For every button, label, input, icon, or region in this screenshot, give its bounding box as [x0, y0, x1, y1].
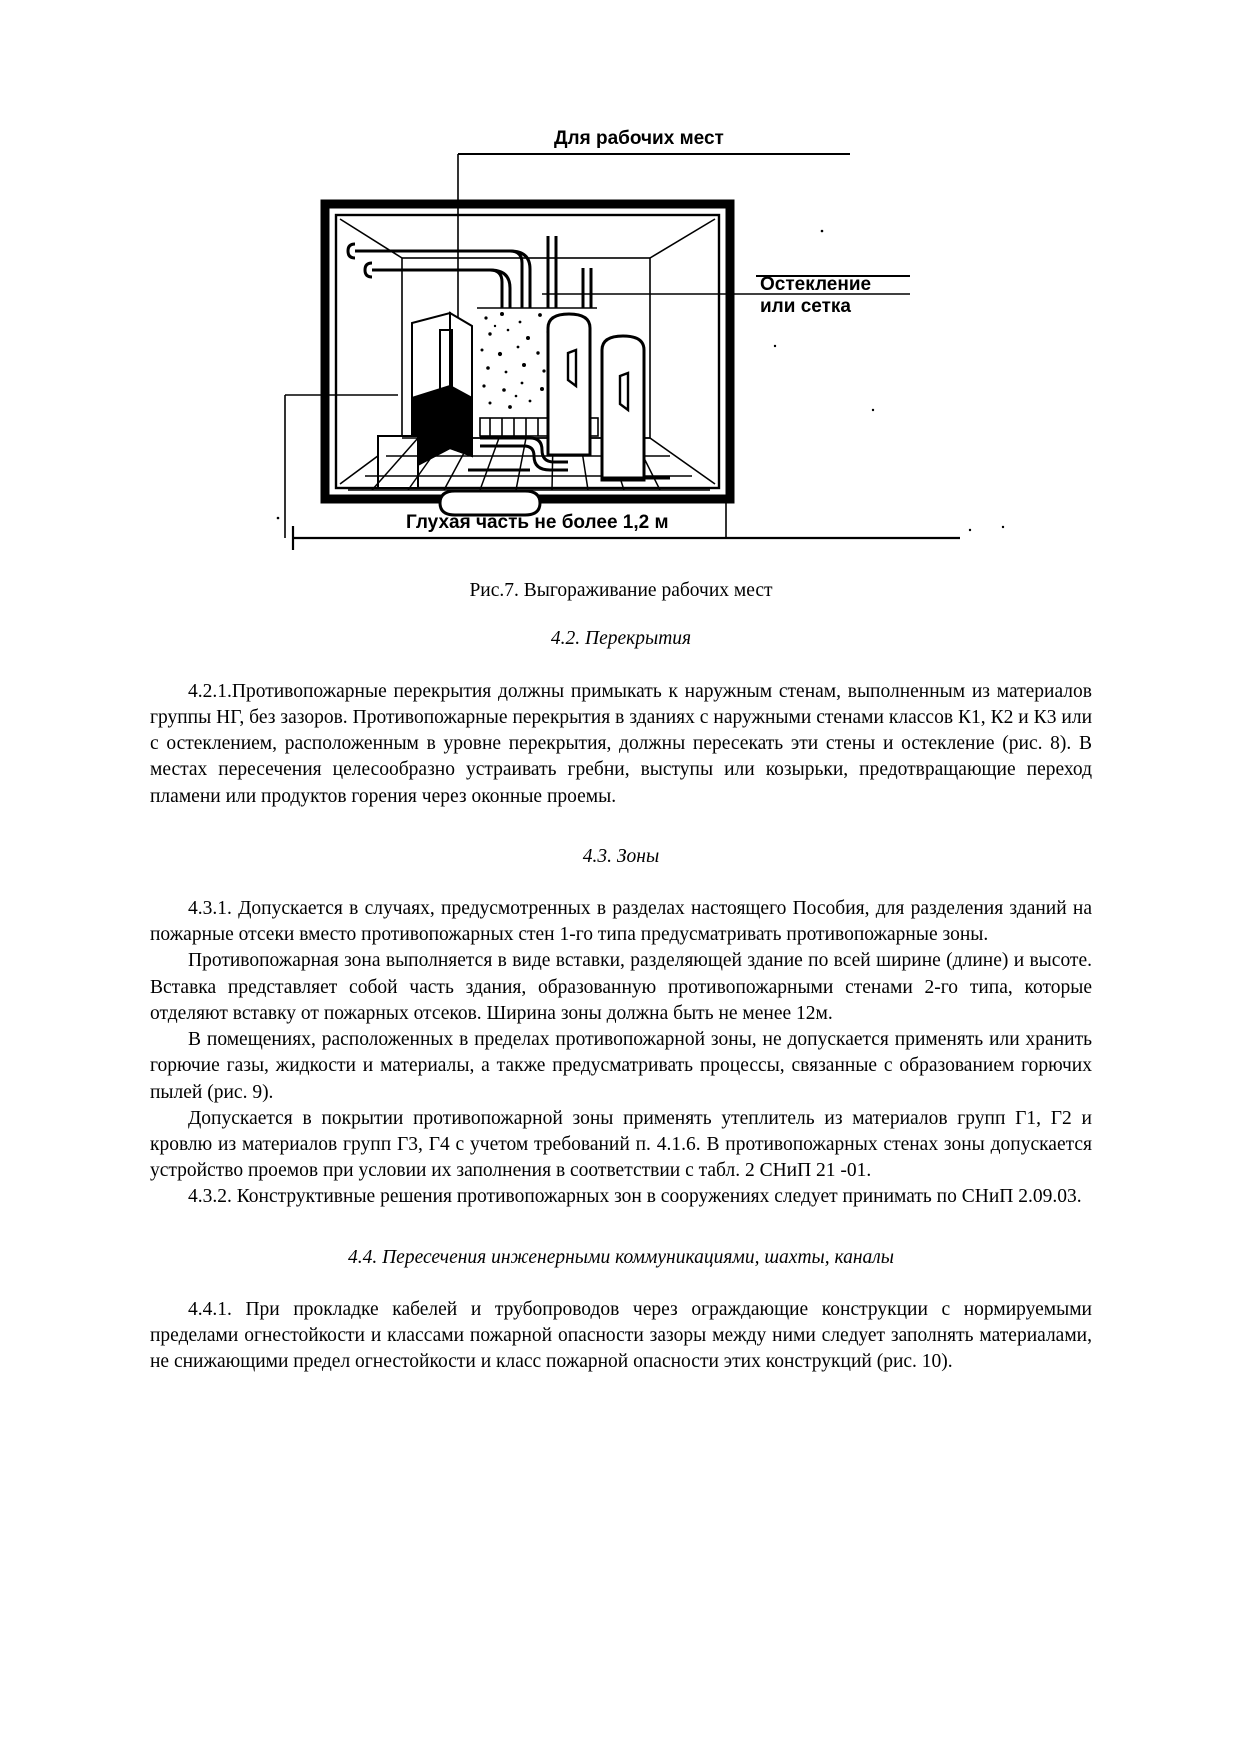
paragraph-4-2-1: 4.2.1.Противопожарные перекрытия должны примыкать к наружным стенам, выполненным из материалов группы НГ, без зазоров. Противопожарные перекрытия в зданиях с наружными стенами классов К1, К2 и К3 или с остеклением, расположенным в уровне перекрытия, должны пересекать эти стены и остекление (рис. 8). В местах пересечения целесообразно устраивать гребни, выступы или козырьки, предотвращающие переход пламени или продуктов горения через оконные проемы.	[150, 680, 1092, 807]
section-heading-4-2: 4.2. Перекрытия	[550, 628, 692, 650]
paragraph-4-3-roofing: Допускается в покрытии противопожарной зоны применять утеплитель из материалов групп Г1, Г2 и кровлю из материалов групп Г3, Г4 с учетом требований п. 4.1.6. В противопожарных стенах зоны допускается устройство проемов при условии их заполнения в соответствии с табл. 2 СНиП 21 -01.	[150, 1107, 1092, 1182]
paragraph-4-3-zone-insert: Противопожарная зона выполняется в виде вставки, разделяющей здание по всей ширине (длине) и высоте. Вставка представляет собой часть здания, образованную противопожарными стенами 2-го типа, которые отделяют вставку от пожарных отсеков. Ширина зоны должна быть не менее 12м.	[150, 950, 1092, 1024]
section-heading-4-3: 4.3. Зоны	[582, 845, 660, 867]
paragraph-4-3-2: 4.3.2. Конструктивные решения противопожарных зон в сооружениях следует принимать по СНиП 2.09.03.	[188, 1186, 1082, 1208]
figure-label-top: Для рабочих мест	[554, 128, 724, 149]
figure-7-drawing	[150, 118, 1100, 568]
figure-7-illustration	[150, 118, 1100, 568]
paragraph-4-4-1: 4.4.1. При прокладке кабелей и трубопроводов через ограждающие конструкции с нормируемыми пределами огнестойкости и классами пожарной опасности зазоры между ними следует заполнять материалами, не снижающими предел огнестойкости и класс пожарной опасности этих конструкций (рис. 10).	[150, 1298, 1092, 1373]
figure-label-right-line2: или сетка	[760, 296, 851, 317]
paragraph-4-3-restrictions: В помещениях, расположенных в пределах противопожарной зоны, не допускается применять или хранить горючие газы, жидкости и материалы, а также предусматривать процессы, связанные с образованием горючих пылей (рис. 9).	[150, 1029, 1092, 1103]
paragraph-4-3-1: 4.3.1. Допускается в случаях, предусмотренных в разделах настоящего Пособия, для разделения зданий на пожарные отсеки вместо противопожарных стен 1-го типа предусматривать противопожарные зоны.	[150, 898, 1092, 946]
figure-caption: Рис.7. Выгораживание рабочих мест	[469, 580, 773, 601]
figure-label-bottom: Глухая часть не более 1,2 м	[406, 512, 669, 533]
figure-label-right-line1: Остекление	[760, 274, 872, 295]
partition-block	[412, 313, 472, 468]
document-text-column	[150, 575, 1092, 1376]
section-heading-4-4: 4.4. Пересечения инженерными коммуникациями, шахты, каналы	[347, 1246, 895, 1268]
